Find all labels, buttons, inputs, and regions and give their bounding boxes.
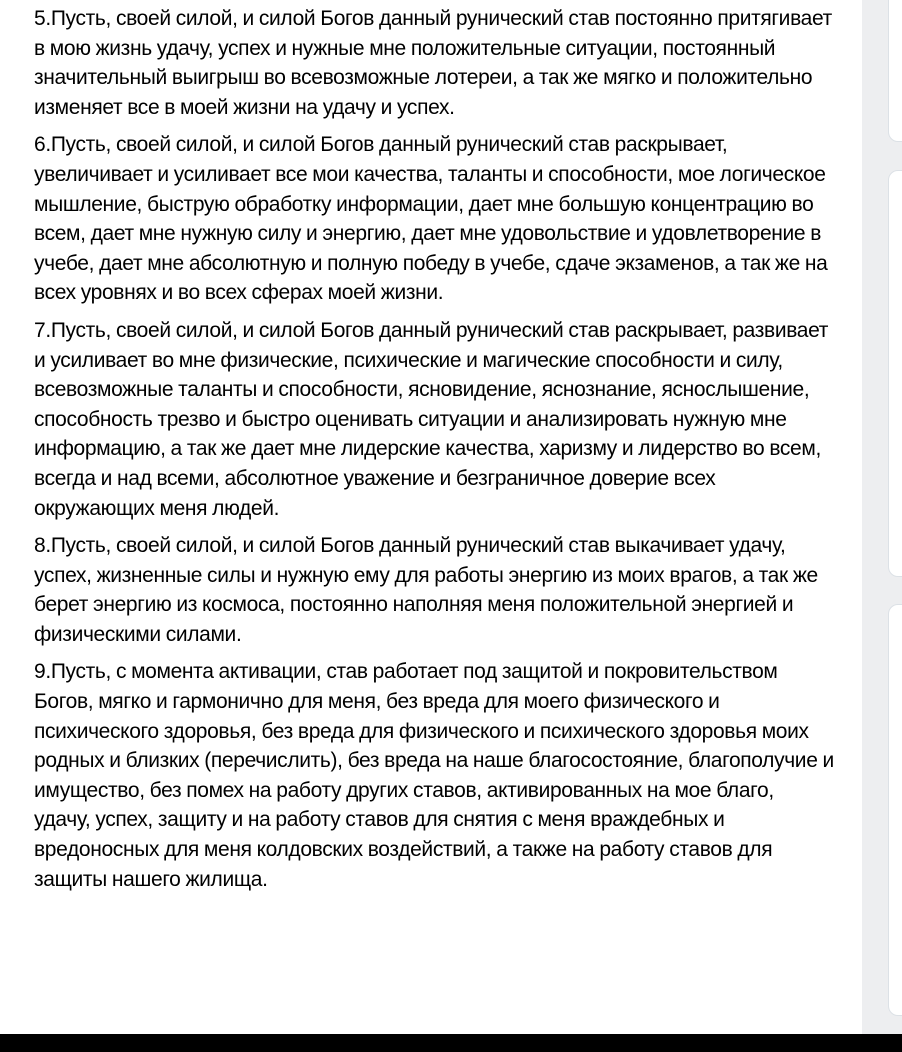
post-paragraph-6: 6.Пусть, своей силой, и силой Богов данный рунический став раскрывает, увеличивает и усиливает все мои качества, таланты и способности, мое логическое мышление, быструю обработку информации, дает мне большую концентрацию во всем, дает мне нужную силу и энергию, дает мне удовольствие и удовлетворение в учебе, дает мне абсолютную и полную победу в учебе, сдаче экзаменов, а так же на всех уровнях и во всех сферах моей жизни. — [34, 133, 828, 305]
post-paragraph-5: 5.Пусть, своей силой, и силой Богов данный рунический став постоянно притягивает в мою жизнь удачу, успех и нужные мне положительные ситуации, постоянный значительный выигрыш во всевозможные лотереи, а так же мягко и положительно изменяет все в моей жизни на удачу и успех. — [34, 7, 832, 119]
post-text — [34, 4, 834, 902]
post-paragraph-8: 8.Пусть, своей силой, и силой Богов данный рунический став выкачивает удачу, успех, жизненные силы и нужную ему для работы энергию из моих врагов, а так же берет энергию из космоса, постоянно наполняя меня положительной энергией и физическими силами. — [34, 534, 818, 646]
post-paragraph-9: 9.Пусть, с момента активации, став работает под защитой и покровительством Богов, мягко и гармонично для меня, без вреда для моего физического и психического здоровья, без вреда для физического и психического здоровья моих родных и близких (перечислить), без вреда на наше благосостояние, благополучие и имущество, без помех на работу других ставов, активированных на мое благо, удачу, успех, защиту и на работу ставов для снятия с меня враждебных и вредоносных для меня колдовских воздействий, а также на работу ставов для защиты нашего жилища. — [34, 660, 834, 891]
sidebar-card-top[interactable] — [888, 0, 902, 142]
sidebar-card-middle[interactable] — [888, 170, 902, 577]
sidebar-card-bottom[interactable] — [888, 604, 902, 1016]
post-paragraph-7: 7.Пусть, своей силой, и силой Богов данный рунический став раскрывает, развивает и усиливает во мне физические, психические и магические способности и силу, всевозможные таланты и способности, ясновидение, яснознание, яснослышение, способность трезво и быстро оценивать ситуации и анализировать нужную мне информацию, а так же дает мне лидерские качества, харизму и лидерство во всем, всегда и над всеми, абсолютное уважение и безграничное доверие всех окружающих меня людей. — [34, 318, 829, 520]
bottom-black-bar — [0, 1034, 902, 1052]
